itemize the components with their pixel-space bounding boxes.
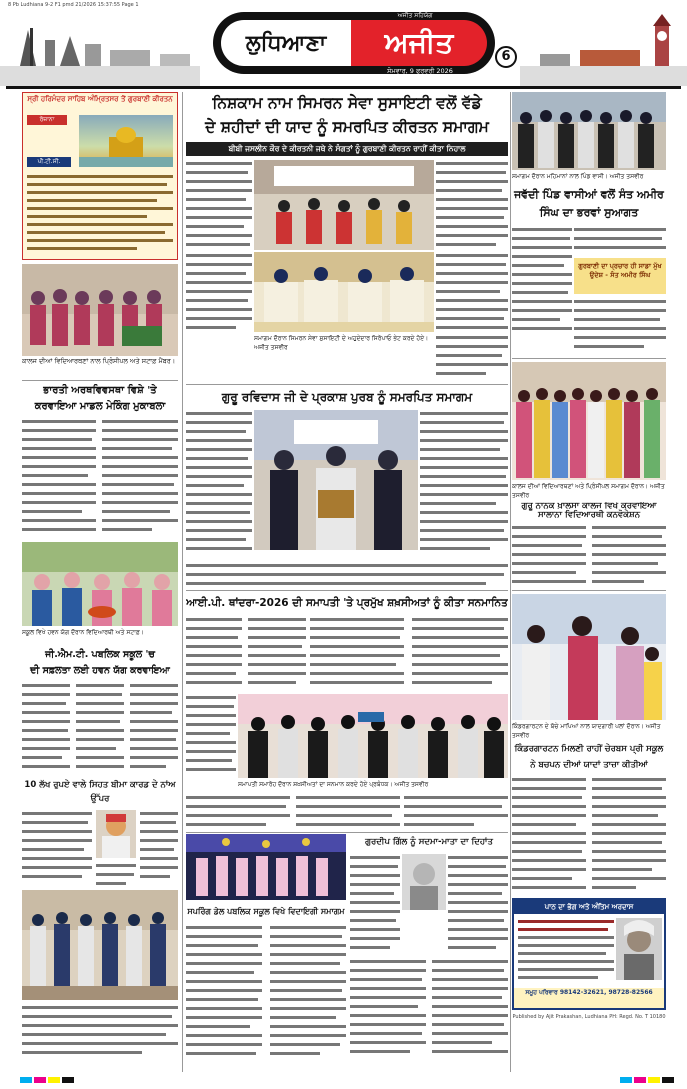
left-ad-box <box>22 92 178 260</box>
khalsa-college-photo <box>512 362 666 480</box>
golden-temple-photo <box>79 115 173 167</box>
bhog-ad-box <box>512 898 666 1010</box>
gill-headline: ਗੁਰਦੀਪ ਗਿੱਲ ਨੂੰ ਸਦਮਾ-ਮਾਤਾ ਦਾ ਦਿਹਾਂਤ <box>365 837 493 847</box>
row-rule-1 <box>186 384 508 385</box>
center-bottom-body <box>350 958 508 1064</box>
row-rule-3 <box>186 832 508 833</box>
arora-body-left <box>22 810 92 886</box>
right-top-caption: ਸਮਾਗਮ ਦੌਰਾਨ ਮਹਿਮਾਨਾਂ ਨਾਲ ਪਿੰਡ ਵਾਸੀ। ਅਜੀਤ ਤਸਵੀਰ <box>512 173 644 180</box>
havan-body <box>22 682 178 774</box>
lead-headline-line1: ਨਿਸ਼ਕਾਮ ਨਾਮ ਸਿਮਰਨ ਸੇਵਾ ਸੁਸਾਇਟੀ ਵਲੋਂ ਵੱਡੇ <box>212 94 482 112</box>
right-row-rule-2 <box>512 590 666 591</box>
arora-body-mid <box>96 862 136 886</box>
page-number: 6 <box>495 46 517 68</box>
lead-kirtan-photo <box>254 252 434 332</box>
left-ad-channel-label: ਪੀ.ਟੀ.ਸੀ. <box>27 157 71 167</box>
masthead-tagline: ਅਜੀਤ ਸਹਿਯੋਗ <box>397 12 433 19</box>
ravidas-photo <box>254 410 418 550</box>
right-top-headline: ਜਵੱਦੀ ਪਿੰਡ ਵਾਸੀਆਂ ਵਲੋਂ ਸੰਤ ਅਮੀਰ ਸਿੰਘ ਦਾ ਭਰਵਾਂ ਸੁਆਗਤ <box>514 188 664 219</box>
havan-photo <box>22 542 178 626</box>
thandra-caption: ਸਮਾਪਤੀ ਸਮਾਰੋਹ ਦੌਰਾਨ ਸ਼ਖ਼ਸੀਅਤਾਂ ਦਾ ਸਨਮਾਨ ਕਰਦੇ ਹੋਏ ਪ੍ਰਬੰਧਕ। ਅਜੀਤ ਤਸਵੀਰ <box>238 781 429 788</box>
bhog-ad-footer: ਸਮੂਹ ਪਰਿਵਾਰ 98142-32621, 98728-82566 <box>514 988 664 1008</box>
havan-headline-line1: ਜੀ.ਐਮ.ਟੀ. ਪਬਲਿਕ ਸਕੂਲ 'ਚ <box>45 649 155 660</box>
left-college-photo <box>22 264 178 356</box>
khalsa-college-headline: ਗੁਰੂ ਨਾਨਕ ਖ਼ਾਲਸਾ ਕਾਲਜ ਵਿਖੇ ਕਰਵਾਇਆ ਸਾਲਾਨਾ ਵਿਦਿਆਰਥੀ ਕਨਵੋਕੇਸ਼ਨ <box>521 502 657 520</box>
lead-body-col1b <box>186 252 252 332</box>
thandra-award-photo <box>238 694 508 778</box>
right-top-body-right-a <box>574 226 666 256</box>
ravidas-headline: ਗੁਰੂ ਰਵਿਦਾਸ ਜੀ ਦੇ ਪ੍ਰਕਾਸ਼ ਪੁਰਬ ਨੂੰ ਸਮਰਪਿਤ ਸਮਾਗਮ <box>221 390 473 404</box>
ravidas-body-bottom <box>186 562 508 588</box>
right-top-photo <box>512 92 666 170</box>
arora-body-right <box>140 810 178 886</box>
gill-body-right <box>448 854 508 954</box>
havan-caption: ਸਕੂਲ ਵਿਖੇ ਹਵਨ ਯੱਗ ਦੌਰਾਨ ਵਿਦਿਆਰਥੀ ਅਤੇ ਸਟਾਫ਼। <box>22 629 144 636</box>
thandra-body-top <box>186 616 306 692</box>
column-rule-2 <box>510 92 511 1072</box>
cherubs-photo <box>512 594 666 720</box>
left-bottom-caption-text <box>22 1004 178 1058</box>
arora-portrait <box>96 810 136 858</box>
left-ad-schedule-text <box>27 173 173 255</box>
khalsa-college-caption: ਕਾਲਜ ਦੀਆਂ ਵਿਦਿਆਰਥਣਾਂ ਅਤੇ ਪ੍ਰਿੰਸੀਪਲ ਸਮਾਗਮ ਦੌਰਾਨ। ਅਜੀਤ ਤਸਵੀਰ <box>512 483 665 499</box>
thandra-body-bottom <box>186 794 508 830</box>
lead-body-col4c <box>436 334 508 384</box>
print-slug: 8 Pb Ludhiana 9-2 F1 pmd 21/2026 15:37:55 Page 1 <box>8 2 139 8</box>
masthead-city-name: ਲੁਧਿਆਣਾ <box>221 20 351 66</box>
lead-body-col1 <box>186 160 252 250</box>
masthead-date: ਸੋਮਵਾਰ, 9 ਫਰਵਰੀ 2026 <box>387 67 453 75</box>
right-pull-quote: ਗੁਰਬਾਣੀ ਦਾ ਪ੍ਰਚਾਰ ਹੀ ਸਾਡਾ ਮੁੱਖ ਉਦੇਸ਼ - ਸੰਤ ਅਮੀਰ ਸਿੰਘ <box>574 258 666 294</box>
cherubs-headline-line1: ਕਿੰਡਰਗਾਰਟਨ ਮਿਲਣੀ ਰਾਹੀਂ ਚੇਰਬਸ ਪ੍ਰੀ ਸਕੂਲ <box>514 744 664 754</box>
cherubs-body <box>512 776 666 894</box>
gill-body-left <box>350 854 400 954</box>
right-top-body-right-b <box>574 298 666 358</box>
bhog-ad-portrait <box>616 918 662 980</box>
bhog-ad-text <box>518 918 614 984</box>
right-row-rule-1 <box>512 358 666 359</box>
left-ad-title: ਸ੍ਰੀ ਹਰਿਮੰਦਰ ਸਾਹਿਬ ਅੰਮ੍ਰਿਤਸਰ ਤੋਂ ਗੁਰਬਾਣੀ ਕੀਰਤਨ <box>27 95 173 103</box>
masthead-brand-name: ਅਜੀਤ <box>351 20 487 66</box>
right-top-body-left <box>512 226 572 336</box>
ravidas-body-col4 <box>420 410 508 560</box>
arora-headline-line1: 10 ਲੱਖ ਰੁਪਏ ਵਾਲੇ ਸਿਹਤ ਬੀਮਾ ਕਾਰਡ ਦੇ ਨਾਂਅ ਉੱਪਰ <box>24 780 176 804</box>
thandra-body-left <box>186 694 236 778</box>
spring-dale-stage-photo <box>186 834 346 900</box>
cherubs-caption: ਕਿੰਡਰਗਾਰਟਨ ਦੇ ਬੱਚੇ ਮਾਪਿਆਂ ਨਾਲ ਯਾਦਗਾਰੀ ਪਲਾਂ ਦੌਰਾਨ। ਅਜੀਤ ਤਸਵੀਰ <box>512 723 661 739</box>
cherubs-headline-line2: ਨੇ ਬਚਪਨ ਦੀਆਂ ਯਾਦਾਂ ਤਾਜ਼ਾ ਕੀਤੀਆਂ <box>530 760 648 770</box>
lead-subhead: ਬੀਬੀ ਜਸਲੀਨ ਕੌਰ ਦੇ ਕੀਰਤਨੀ ਜਥੇ ਨੇ ਸੰਗਤਾਂ ਨੂੰ ਗੁਰਬਾਣੀ ਕੀਰਤਨ ਰਾਹੀਂ ਕੀਤਾ ਨਿਹਾਲ <box>186 142 508 156</box>
model-making-headline-line2: ਕਰਵਾਇਆ ਮਾਡਲ ਮੇਕਿੰਗ ਮੁਕਾਬਲਾ <box>34 401 166 412</box>
havan-headline-line2: ਦੀ ਸਫ਼ਲਤਾ ਲਈ ਹਵਨ ਯੱਗ ਕਰਵਾਇਆ <box>30 665 170 676</box>
left-bottom-group-photo <box>22 890 178 1000</box>
column-rule-1 <box>182 92 183 1072</box>
left-college-caption: ਕਾਲਜ ਦੀਆਂ ਵਿਦਿਆਰਥਣਾਂ ਨਾਲ ਪ੍ਰਿੰਸੀਪਲ ਅਤੇ ਸਟਾਫ਼ ਮੈਂਬਰ। <box>22 357 176 365</box>
lead-body-col4b <box>436 252 508 332</box>
thandra-body-top-right <box>310 616 508 692</box>
lead-stage-photo <box>254 160 434 250</box>
spring-dale-headline: ਸਪਰਿੰਗ ਡੇਲ ਪਬਲਿਕ ਸਕੂਲ ਵਿਖੇ ਵਿਦਾਇਗੀ ਸਮਾਗਮ <box>187 907 345 916</box>
left-row-rule-1 <box>22 380 178 381</box>
gill-obituary-portrait <box>402 854 446 910</box>
lead-body-col4 <box>436 160 508 250</box>
row-rule-2 <box>186 590 508 591</box>
print-color-bar <box>0 1076 687 1084</box>
masthead-rule <box>6 86 681 89</box>
bhog-ad-title: ਪਾਠ ਦਾ ਭੋਗ ਅਤੇ ਅੰਤਿਮ ਅਰਦਾਸ <box>514 900 664 914</box>
model-making-body <box>22 418 178 538</box>
khalsa-college-body <box>512 524 666 588</box>
lead-headline-line2: ਦੇ ਸ਼ਹੀਦਾਂ ਦੀ ਯਾਦ ਨੂੰ ਸਮਰਪਿਤ ਕੀਰਤਨ ਸਮਾਗਮ <box>205 118 489 136</box>
imprint-line: Published by Ajit Prakashan, Ludhiana PH: Regd. No. T 10180 <box>512 1014 666 1020</box>
lead-photo-caption: ਸਮਾਗਮ ਦੌਰਾਨ ਸਿਮਰਨ ਸੇਵਾ ਸੁਸਾਇਟੀ ਦੇ ਅਹੁਦੇਦਾਰ ਸਿਰੋਪਾਓ ਭੇਟ ਕਰਦੇ ਹੋਏ। ਅਜੀਤ ਤਸਵੀਰ <box>254 335 429 351</box>
model-making-headline-line1: ਭਾਰਤੀ ਅਰਥਵਿਵਸਥਾ ਵਿਸ਼ੇ 'ਤੇ <box>43 385 157 396</box>
spring-dale-body <box>186 924 346 1064</box>
ravidas-body-col1 <box>186 410 252 560</box>
thandra-headline: ਆਈ.ਪੀ. ਥਾਂਦਰਾ-2026 ਦੀ ਸਮਾਪਤੀ 'ਤੇ ਪ੍ਰਮੁੱਖ ਸ਼ਖ਼ਸੀਅਤਾਂ ਨੂੰ ਕੀਤਾ ਸਨਮਾਨਿਤ <box>186 597 508 609</box>
left-ad-live-label: ਰੋਜ਼ਾਨਾ <box>27 115 67 125</box>
arora-headline <box>22 778 178 806</box>
